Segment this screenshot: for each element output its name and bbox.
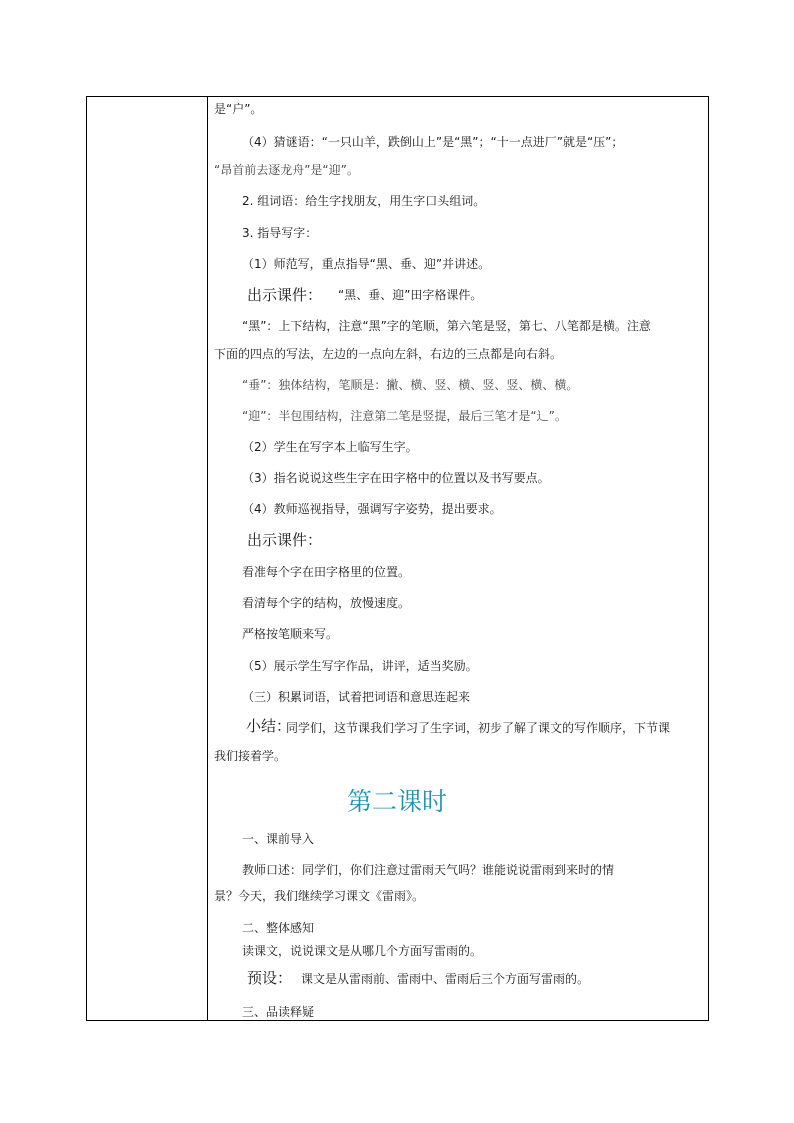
text-line: 下面的四点的写法，左边的一点向左斜，右边的三点都是向右斜。 <box>214 347 563 361</box>
text-line: 是“户”。 <box>214 102 263 116</box>
text-line: （2）学生在写字本上临写生字。 <box>242 440 418 454</box>
text-line: （3）指名说说这些生字在田字格中的位置以及书写要点。 <box>242 471 550 485</box>
text-line: （4）教师巡视指导，强调写字姿势，提出要求。 <box>242 502 502 516</box>
text-line: “黑、垂、迎”田字格课件。 <box>338 288 483 302</box>
text-line: 二、整体感知 <box>242 921 315 935</box>
column-divider <box>207 97 208 1020</box>
text-line: 同学们，这节课我们学习了生字词，初步了解了课文的写作顺序，下节课 <box>286 721 671 735</box>
slide-label: 出示课件： <box>247 531 323 549</box>
summary-label: 小结： <box>246 717 292 735</box>
text-line: “昂首前去逐龙舟”是“迎”。 <box>214 163 359 177</box>
text-line: 看清每个字的结构，放慢速度。 <box>242 596 411 610</box>
text-line: 一、课前导入 <box>242 832 315 846</box>
text-line: “黑”：上下结构，注意“黑”字的笔顺，第六笔是竖，第七、八笔都是横。注意 <box>242 319 651 333</box>
text-line: （4）猜谜语：“一只山羊，跌倒山上”是“黑”；“十一点进厂”就是“压”； <box>242 135 624 149</box>
text-line: （三）积累词语，试着把词语和意思连起来 <box>242 690 471 704</box>
text-line: 3. 指导写字： <box>242 226 318 240</box>
lesson-table <box>86 96 709 1021</box>
text-line: 教师口述：同学们，你们注意过雷雨天气吗？谁能说说雷雨到来时的情 <box>242 863 615 877</box>
text-line: （1）师范写，重点指导“黑、垂、迎”并讲述。 <box>242 257 491 271</box>
text-line: 我们接着学。 <box>214 749 287 763</box>
text-line: “垂”：独体结构，笔顺是：撇、横、竖、横、竖、竖、横、横。 <box>242 378 579 392</box>
text-line: 课文是从雷雨前、雷雨中、雷雨后三个方面写雷雨的。 <box>301 972 590 986</box>
text-line: （5）展示学生写字作品，讲评，适当奖励。 <box>242 659 478 673</box>
text-line: 景？今天，我们继续学习课文《雷雨》。 <box>214 889 425 903</box>
slide-label: 出示课件： <box>247 286 323 304</box>
text-line: 严格按笔顺来写。 <box>242 627 339 641</box>
text-line: 2. 组词语：给生字找朋友，用生字口头组词。 <box>242 194 486 208</box>
text-line: 读课文，说说课文是从哪几个方面写雷雨的。 <box>242 944 483 958</box>
preset-label: 预设： <box>247 969 293 987</box>
section-title: 第二课时 <box>346 787 447 816</box>
text-line: 看准每个字在田字格里的位置。 <box>242 565 411 579</box>
text-line: “迎”：半包围结构，注意第二笔是竖提，最后三笔才是“辶”。 <box>242 409 567 423</box>
text-line: 三、品读释疑 <box>242 1005 315 1019</box>
